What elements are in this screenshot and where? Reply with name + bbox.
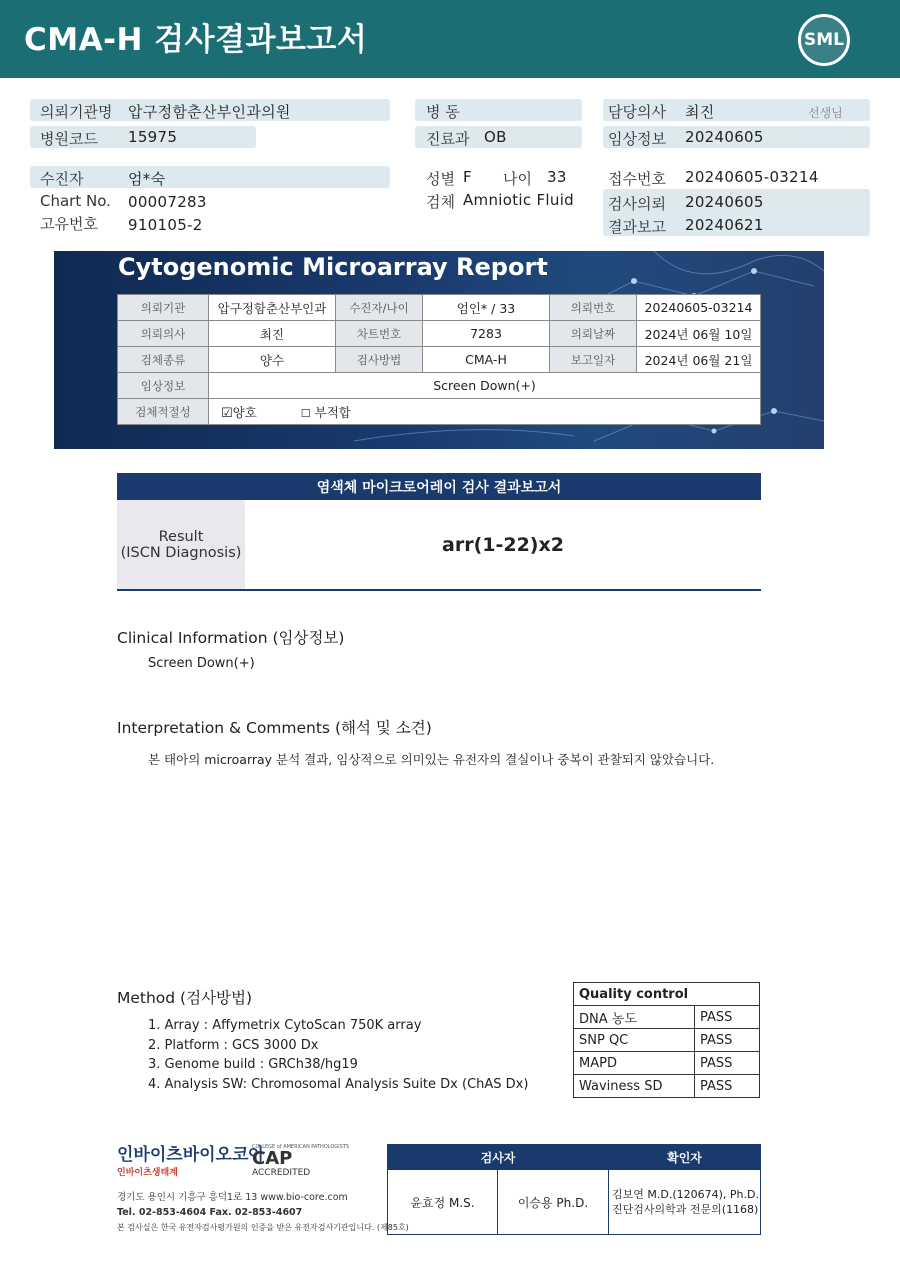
receipt-no-label: 접수번호 xyxy=(608,170,666,188)
patient-label: 수진자 xyxy=(40,170,84,188)
specimen-label: 검체 xyxy=(426,193,455,211)
result-label xyxy=(117,500,245,589)
table-cell: PASS xyxy=(695,1029,760,1052)
table-cell: Waviness SD xyxy=(574,1075,695,1098)
result-label-line2: (ISCN Diagnosis) xyxy=(120,544,242,561)
table-cell: 검사방법 xyxy=(336,347,423,373)
certification-notice: 본 검사실은 한국 유전자검사평가원의 인증을 받은 유전자검사기관입니다. (제85호) xyxy=(117,1223,409,1232)
table-cell: 의뢰의사 xyxy=(118,321,209,347)
hospital-code-label: 병원코드 xyxy=(40,130,98,148)
table-row xyxy=(118,347,761,373)
tester-header: 검사자 xyxy=(388,1145,609,1170)
table-cell: 의뢰날짜 xyxy=(550,321,637,347)
company-logo xyxy=(117,1140,265,1178)
doctor-suffix: 선생님 xyxy=(808,106,843,120)
phone: Tel. 02-853-4604 Fax. 02-853-4607 xyxy=(117,1207,303,1218)
specimen-value: Amniotic Fluid xyxy=(463,191,574,209)
sml-logo: SML xyxy=(798,14,850,66)
tester2-name: 이승용 Ph.D. xyxy=(517,1195,589,1210)
confirmer-cell xyxy=(609,1170,761,1235)
table-row xyxy=(574,1029,760,1052)
table-row xyxy=(574,1075,760,1098)
table-cell: 차트번호 xyxy=(336,321,423,347)
report-title: Cytogenomic Microarray Report xyxy=(118,253,548,281)
cap-accreditation-logo xyxy=(252,1144,350,1186)
table-cell: 2024년 06월 21일 xyxy=(637,347,761,373)
clinical-row-label: 임상정보 xyxy=(118,373,209,399)
table-row xyxy=(118,399,761,425)
result-report-value: 20240621 xyxy=(685,216,764,234)
institution-label: 의뢰기관명 xyxy=(40,103,113,121)
list-item: 4. Analysis SW: Chromosomal Analysis Suite Dx (ChAS Dx) xyxy=(148,1076,529,1092)
table-cell: 엄인* / 33 xyxy=(423,295,550,321)
table-cell: 압구정함춘산부인과 xyxy=(209,295,336,321)
table-row xyxy=(118,321,761,347)
info-bg xyxy=(30,166,390,188)
list-item: 2. Platform : GCS 3000 Dx xyxy=(148,1037,319,1053)
table-cell: 수진자/나이 xyxy=(336,295,423,321)
table-cell: 7283 xyxy=(423,321,550,347)
adequacy-bad-label: 부적합 xyxy=(314,404,351,420)
table-cell: MAPD xyxy=(574,1052,695,1075)
table-cell: 양수 xyxy=(209,347,336,373)
address-block xyxy=(117,1190,409,1235)
department-label: 진료과 xyxy=(426,130,470,148)
table-row xyxy=(574,983,760,1006)
chart-no-label: Chart No. xyxy=(40,192,111,210)
table-cell: 20240605-03214 xyxy=(637,295,761,321)
table-cell: 2024년 06월 10일 xyxy=(637,321,761,347)
cap-top-text: COLLEGE of AMERICAN PATHOLOGISTS xyxy=(252,1144,350,1150)
test-request-value: 20240605 xyxy=(685,193,764,211)
doctor-value: 최진 xyxy=(685,103,715,121)
unique-no-value: 910105-2 xyxy=(128,216,203,234)
clinical-row-value: Screen Down(+) xyxy=(209,373,761,399)
clinical-text: Screen Down(+) xyxy=(148,656,255,671)
result-label-line1: Result xyxy=(158,528,204,545)
chart-no-value: 00007283 xyxy=(128,193,207,211)
table-cell: 의뢰기관 xyxy=(118,295,209,321)
qc-title: Quality control xyxy=(574,983,760,1006)
checkbox-empty-icon: ☐ xyxy=(300,406,311,420)
confirmer-header: 확인자 xyxy=(609,1145,761,1170)
table-cell: SNP QC xyxy=(574,1029,695,1052)
table-row xyxy=(388,1145,761,1170)
result-value: arr(1-22)x2 xyxy=(442,533,564,556)
report-summary-table xyxy=(117,294,761,425)
page-title: CMA-H 검사결과보고서 xyxy=(24,22,368,58)
checkbox-checked-icon: ☑ xyxy=(221,405,233,421)
test-request-label: 검사의뢰 xyxy=(608,195,666,213)
confirmer-title: 진단검사의학과 전문의(1168) xyxy=(612,1203,759,1216)
patient-value: 엄*숙 xyxy=(128,170,166,188)
signature-table xyxy=(387,1144,761,1235)
cap-text: CAP xyxy=(252,1148,293,1169)
company-sub: 인바이츠생태계 xyxy=(117,1168,178,1178)
method-heading: Method (검사방법) xyxy=(117,989,253,1007)
receipt-no-value: 20240605-03214 xyxy=(685,168,819,186)
tester1-name: 윤효정 M.S. xyxy=(410,1195,475,1210)
clinical-info-label: 임상정보 xyxy=(608,130,666,148)
quality-control-table xyxy=(573,982,760,1098)
cap-accredited-text: ACCREDITED xyxy=(252,1168,311,1178)
table-cell: 검체종류 xyxy=(118,347,209,373)
result-section-title: 염색체 마이크로어레이 검사 결과보고서 xyxy=(117,473,761,500)
age-value: 33 xyxy=(547,168,567,186)
table-cell: CMA-H xyxy=(423,347,550,373)
institution-value: 압구정함춘산부인과의원 xyxy=(128,103,291,121)
adequacy-ok-label: 양호 xyxy=(232,404,257,420)
unique-no-label: 고유번호 xyxy=(40,215,98,233)
table-cell: 의뢰번호 xyxy=(550,295,637,321)
sex-label: 성별 xyxy=(426,170,455,188)
company-name: 인바이츠바이오코아 xyxy=(117,1145,265,1165)
tester1-cell xyxy=(388,1170,498,1235)
table-row xyxy=(388,1170,761,1235)
interpretation-heading: Interpretation & Comments (해석 및 소견) xyxy=(117,719,432,737)
table-cell: DNA 농도 xyxy=(574,1006,695,1029)
ward-label: 병 동 xyxy=(426,103,460,121)
clinical-heading: Clinical Information (임상정보) xyxy=(117,629,345,647)
table-row xyxy=(574,1006,760,1029)
list-item: 1. Array : Affymetrix CytoScan 750K array xyxy=(148,1018,422,1033)
table-cell: 최진 xyxy=(209,321,336,347)
department-value: OB xyxy=(484,128,507,146)
hospital-code-value: 15975 xyxy=(128,128,178,146)
table-row xyxy=(574,1052,760,1075)
adequacy-label: 검체적절성 xyxy=(118,399,209,425)
table-cell: 보고일자 xyxy=(550,347,637,373)
doctor-label: 담당의사 xyxy=(608,103,666,121)
table-cell: PASS xyxy=(695,1006,760,1029)
table-cell: PASS xyxy=(695,1075,760,1098)
table-row xyxy=(118,373,761,399)
address: 경기도 용인시 기흥구 흥덕1로 13 www.bio-core.com xyxy=(117,1192,348,1203)
sex-value: F xyxy=(463,168,472,186)
table-row xyxy=(118,295,761,321)
result-report-label: 결과보고 xyxy=(608,218,666,236)
adequacy-options xyxy=(209,399,761,425)
method-list xyxy=(148,1018,528,1096)
tester2-cell xyxy=(497,1170,608,1235)
clinical-info-value: 20240605 xyxy=(685,128,764,146)
confirmer-name: 김보연 M.D.(120674), Ph.D. xyxy=(612,1188,759,1201)
age-label: 나이 xyxy=(503,170,532,188)
interpretation-text: 본 태아의 microarray 분석 결과, 임상적으로 의미있는 유전자의 결실이나 중복이 관찰되지 않았습니다. xyxy=(148,752,715,767)
divider xyxy=(117,589,761,591)
table-cell: PASS xyxy=(695,1052,760,1075)
list-item: 3. Genome build : GRCh38/hg19 xyxy=(148,1057,358,1072)
